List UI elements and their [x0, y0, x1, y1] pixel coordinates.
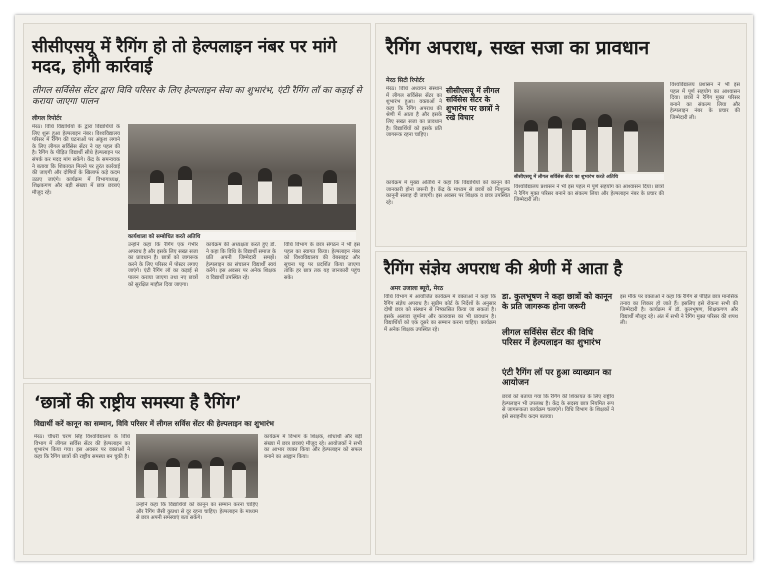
news-clipping-ragging-crime	[375, 23, 747, 247]
headline: सीसीएसयू में रैगिंग हो तो हेल्पलाइन नंबर पर मांगे मदद, होगी कार्रवाई	[32, 37, 337, 77]
news-clipping-cognizable-offence	[375, 251, 747, 555]
article-column-3: इस मौके पर वक्ताओं ने कहा कि रैगिंग से पीड़ित छात्र मानसिक तनाव का शिकार हो जाते हैं। इसलिए इसे रोकना सभी की जिम्मेदारी है। कार्यक्रम में डॉ. कुलभूषण, शिक्षकगण और विद्यार्थी मौजूद रहे। अंत में सभी ने रैगिंग मुक्त परिसर की शपथ ली।	[620, 294, 738, 327]
byline: अमर उजाला ब्यूरो, मेरठ	[390, 285, 444, 292]
subheadline: विद्यार्थी करें कानून का सम्मान, विवि परिसर में लीगल सर्विस सेंटर की हेल्पलाइन का शुभारंभ	[34, 419, 274, 428]
subheadline: लीगल सर्विसेस सेंटर द्वारा विवि परिसर के लिए हेल्पलाइन सेवा का शुभारंभ, एंटी रैगिंग लॉ का कड़ाई से कराया जाएगा पालन	[32, 86, 362, 107]
article-column-2: कार्यक्रम में मुख्य अतिथि ने कहा कि विद्यार्थियों को कानून की जानकारी होना जरूरी है। केंद्र के माध्यम से छात्रों को निःशुल्क कानूनी सलाह दी जाएगी। इस अवसर पर शिक्षक व छात्र उपस्थित रहे।	[386, 180, 510, 206]
headline: रैगिंग अपराध, सख्त सजा का प्रावधान	[386, 37, 650, 59]
news-clipping-ccsu-helpline	[23, 23, 371, 379]
headline: ‘छात्रों की राष्ट्रीय समस्या है रैगिंग’	[34, 393, 242, 413]
article-column-3: कार्यक्रम की अध्यक्षता करते हुए डॉ. ने कहा कि विधि के विद्यार्थी समाज के प्रति अपनी जिम्मेदारी समझें। हेल्पलाइन का संचालन विद्यार्थी स्वयं करेंगे। इस अवसर पर अनेक शिक्षक व विद्यार्थी उपस्थित रहे।	[206, 242, 276, 281]
article-column-1: विधि विभाग में आयोजित कार्यक्रम में वक्ताओं ने कहा कि रैगिंग संज्ञेय अपराध है। सुप्रीम कोर्ट के निर्देशों के अनुसार दोषी छात्र को संस्थान से निष्कासित किया जा सकता है। इसके अलावा जुर्माना और कारावास का भी प्रावधान है। विद्यार्थियों को एक दूसरे का सम्मान करना चाहिए। कार्यक्रम में अनेक शिक्षक उपस्थित रहे।	[384, 294, 496, 333]
article-column-3: विश्वविद्यालय प्रशासन ने भी इस पहल में पूर्ण सहयोग का आश्वासन दिया। छात्रों ने रैगिंग मुक्त परिसर बनाने का संकल्प लिया और हेल्पलाइन नंबर के प्रचार की जिम्मेदारी ली।	[670, 82, 740, 121]
article-column-2: छात्रों को बताया गया कि रैगिंग की शिकायत के लिए राष्ट्रीय हेल्पलाइन भी उपलब्ध है। केंद्र के सदस्य छात्र नियमित रूप से जागरूकता कार्यक्रम चलाएंगे। विधि विभाग के शिक्षकों ने इसे सराहनीय कदम बताया।	[502, 394, 614, 420]
article-column-3: कार्यक्रम में विभाग के शिक्षक, शोधार्थी और बड़ी संख्या में छात्र छात्राएं मौजूद रहे। आयोजकों ने सभी का आभार व्यक्त किया और हेल्पलाइन को सफल बनाने का आह्वान किया।	[264, 434, 362, 460]
box-heading-1: डा. कुलभूषण ने कहा छात्रों को कानून के प्रति जागरूक होना जरूरी	[502, 292, 613, 311]
article-column-2: उन्होंने कहा कि विद्यार्थियों को कानून का सम्मान करना चाहिए और रैगिंग जैसी कुप्रथा से दूर रहना चाहिए। हेल्पलाइन के माध्यम से छात्र अपनी समस्याएं बता सकेंगे।	[136, 502, 258, 522]
article-photo	[514, 82, 664, 172]
news-clipping-national-problem	[23, 383, 371, 555]
article-column-4: विधि विभाग के छात्र संगठन ने भी इस पहल का स्वागत किया। हेल्पलाइन नंबर को विश्वविद्यालय की वेबसाइट और सूचना पट्ट पर प्रदर्शित किया जाएगा ताकि हर छात्र तक यह जानकारी पहुंच सके।	[284, 242, 360, 281]
article-column-1: मेरठ। चौधरी चरण सिंह विश्वविद्यालय के विधि विभाग में लीगल सर्विस सेंटर की हेल्पलाइन का शुभारंभ किया गया। इस अवसर पर वक्ताओं ने कहा कि रैगिंग छात्रों की राष्ट्रीय समस्या बन चुकी है।	[34, 434, 130, 460]
box-heading-3: एंटी रैगिंग लॉ पर हुआ व्याख्यान का आयोजन	[502, 368, 612, 388]
article-column-1: मेरठ। विधि विद्यार्थियों के द्वारा विद्यार्थियों के लिए शुरू हुआ हेल्पलाइन नंबर। विश्वविद्यालय परिसर में रैगिंग की घटनाओं पर अंकुश लगाने के लिए लीगल सर्विसेस सेंटर ने यह पहल की है। रैगिंग के पीड़ित विद्यार्थी सीधे हेल्पलाइन पर संपर्क कर मदद मांग सकेंगे। केंद्र के समन्वयक ने बताया कि शिकायत मिलने पर तुरंत कार्रवाई की जाएगी और दोषियों के खिलाफ कड़े कदम उठाए जाएंगे। कार्यक्रम में विभागाध्यक्ष, शिक्षकगण और बड़ी संख्या में छात्र छात्राएं मौजूद रहे।	[32, 124, 120, 196]
photo-caption: कार्यशाला को सम्बोधित करते अतिथि	[128, 232, 356, 240]
article-photo	[128, 124, 356, 230]
box-heading: सीसीएसयू में लीगल सर्विसेस सेंटर के शुभारंभ पर छात्रों ने रखे विचार	[446, 86, 500, 122]
byline: मेरठ सिटी रिपोर्टर	[386, 77, 425, 84]
box-heading-2: लीगल सर्विसेस सेंटर की विधि परिसर में हेल्पलाइन का शुभारंभ	[502, 328, 601, 348]
article-photo	[136, 434, 258, 498]
byline: लीगल रिपोर्टर	[32, 115, 62, 122]
photo-caption: सीसीएसयू में लीगल सर्विसेस सेंटर का शुभारंभ करते अतिथि	[514, 174, 664, 180]
slide-frame	[15, 15, 753, 561]
article-column-4: विश्वविद्यालय प्रशासन ने भी इस पहल में पूर्ण सहयोग का आश्वासन दिया। छात्रों ने रैगिंग मुक्त परिसर बनाने का संकल्प लिया और हेल्पलाइन नंबर के प्रचार की जिम्मेदारी ली।	[514, 184, 664, 204]
article-column-1: मेरठ। विधि अध्ययन संस्थान में लीगल सर्विसेस सेंटर का शुभारंभ हुआ। वक्ताओं ने कहा कि रैगिंग अपराध की श्रेणी में आता है और इसके लिए सख्त सजा का प्रावधान है। विद्यार्थियों को इसके प्रति जागरूक रहना चाहिए।	[386, 86, 442, 139]
headline: रैगिंग संज्ञेय अपराध की श्रेणी में आता है	[384, 259, 623, 278]
article-column-2: उन्होंने कहा कि रैगिंग एक गंभीर अपराध है और इसके लिए सख्त सजा का प्रावधान है। छात्रों को जागरूक करने के लिए परिसर में पोस्टर लगाए जाएंगे। एंटी रैगिंग लॉ का कड़ाई से पालन कराया जाएगा तथा नए छात्रों को सुरक्षित माहौल दिया जाएगा।	[128, 242, 198, 288]
